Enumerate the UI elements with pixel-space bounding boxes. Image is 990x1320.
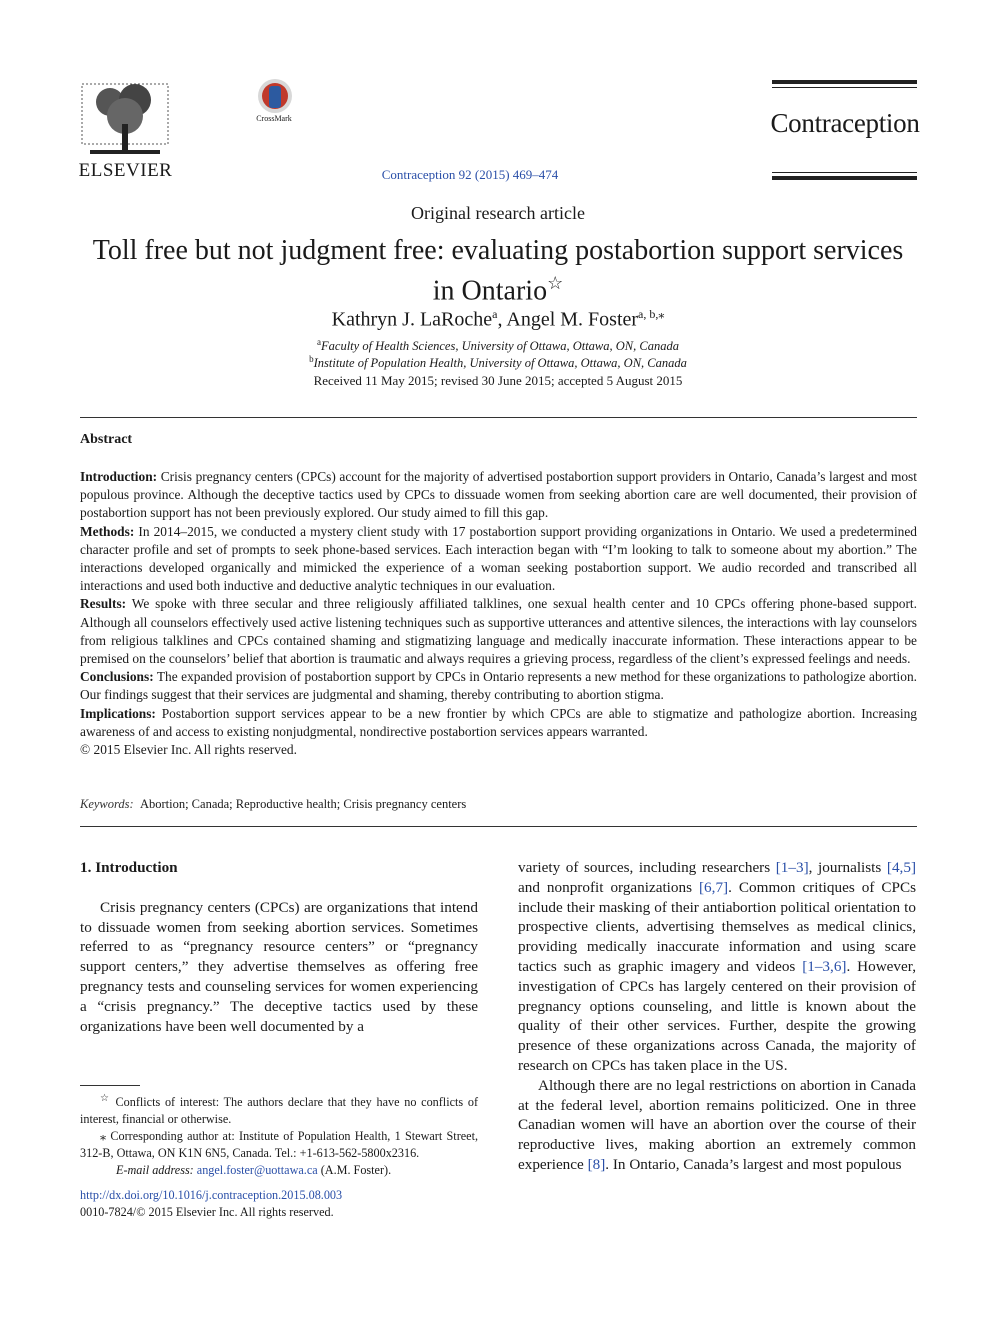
citation-link[interactable]: [4,5] [886, 859, 917, 876]
journal-rule [772, 80, 917, 84]
doi-block [80, 1187, 342, 1221]
article-title [90, 234, 906, 307]
issn-copyright: 0010-7824/© 2015 Elsevier Inc. All rights reserved. [80, 1205, 334, 1219]
abstract-introduction: Introduction: Crisis pregnancy centers (CPCs) account for the majority of advertised postabortion support providers in Ontario, Canada’s largest and most populous province. Although the deceptive tactics used by CPCs to dissuade women from seeking abortion care are well documented, their provision of postabortion support has not been previously explored. Our study aimed to fill this gap. [80, 469, 917, 521]
footnote-corresponding: ⁎ Corresponding author at: Institute of Population Health, 1 Stewart Street, 312-B, Ottawa, ON K1N 6N5, Canada. Tel.: +1-613-562-5800x2316. [80, 1129, 479, 1161]
author-name[interactable]: Kathryn J. LaRoche [331, 308, 493, 331]
corresponding-mark: ⁎ [658, 307, 665, 321]
publisher-wordmark: ELSEVIER [78, 160, 173, 181]
abstract-implications: Implications: Postabortion support services appear to be a new frontier by which CPCs are able to stigmatize and pathologize abortion. Increasing awareness of and access to existing nonjudgmental, nondirective postabortion services appears warranted. [80, 705, 917, 739]
crossmark-label: CrossMark [256, 114, 292, 123]
keywords [80, 797, 917, 812]
divider [80, 417, 917, 418]
affil-text: Faculty of Health Sciences, University of Ottawa, Ottawa, ON, Canada [321, 339, 679, 354]
citation-link[interactable]: [1–3,6] [802, 957, 847, 975]
abstract-methods: Methods: In 2014–2015, we conducted a mystery client study with 17 postabortion support providing organizations in Ontario. We used a predetermined character profile and set of prompts to seek phone-based services. Each interaction began with “I’m looking to talk to someone about my abortion.” The interactions developed organically and mimicked the experience of a woman seeking postabortion support. We audio recorded and transcribed all interactions and used both inductive and deductive analytic techniques in our evaluation. [80, 523, 917, 594]
footnote-rule [80, 1085, 140, 1086]
article-type: Original research article [411, 203, 585, 223]
title-text: Toll free but not judgment free: evaluating postabortion support services in Ontario [92, 235, 904, 307]
abstract-body [80, 468, 917, 759]
divider [80, 826, 917, 827]
affiliation-b [0, 354, 990, 371]
paragraph: variety of sources, including researchers [1–3], journalists [4,5] and nonprofit organizations [6,7]. Common critiques of CPCs include their masking of their antiabortion political orientation to prospective clients, advertising themselves as medical clinics, providing medically inaccurate information and using scare tactics such as graphic imagery and videos [1–3,6]. However, investigation of CPCs has largely centered on their provision of pregnancy options counseling, and little is known about the quality of their other services. Further, despite the growing presence of these organizations across Canada, the majority of research on CPCs has taken place in the US. [518, 859, 917, 1074]
affil-sup: b [309, 354, 314, 364]
affil-sup: a [317, 337, 322, 347]
author-name[interactable]: Angel M. Foster [506, 308, 639, 331]
right-column [518, 858, 916, 1175]
footnote-conflicts: ☆ Conflicts of interest: The authors declare that they have no conflicts of interest, financial or otherwise. [80, 1093, 479, 1127]
email-link[interactable]: angel.foster@uottawa.ca [196, 1163, 318, 1178]
left-column [80, 858, 478, 1036]
citation-link[interactable]: [8] [587, 1155, 606, 1173]
author-list: Kathryn J. LaRoche$^a$, Angel M. Foster$^{a, b,⁎}$ [331, 307, 665, 331]
abstract-conclusions: Conclusions: The expanded provision of postabortion support by CPCs in Ontario represents a new method for these organizations to pathologize abortion. Our findings suggest that their services are judgmental and shaming, thereby contributing to abortion stigma. [80, 669, 917, 703]
journal-name: Contraception [770, 108, 920, 138]
paragraph: Although there are no legal restrictions on abortion in Canada at the federal level, abortion remains politicized. One in three Canadian women will have an abortion over the course of their reproductive lives, making abortion an extremely common experience [8]. In Ontario, Canada’s largest and most populous [518, 1076, 916, 1173]
abstract-results: Results: We spoke with three secular and three religiously affiliated talklines, one sexual health center and 10 CPCs offering phone-based support. Although all counselors effectively used active listening techniques such as supportive utterances and attentive silences, the interactions with lay counselors from religious talklines and CPCs contained shaming and stigmatizing language and medically inaccurate information. These interactions appear to be premised on the counselors’ belief that abortion is traumatic and always requires a grieving process, regardless of the client’s expressed feelings and needs. [80, 596, 917, 667]
abstract-heading: Abstract [80, 432, 133, 447]
citation-link[interactable]: [1–3] [775, 859, 809, 876]
section-heading: 1. Introduction [80, 859, 178, 876]
journal-rule [772, 172, 917, 173]
keywords-label: Keywords: [80, 797, 134, 811]
affil-text: Institute of Population Health, University of Ottawa, Ottawa, ON, Canada [313, 356, 687, 371]
affiliation-a [0, 337, 990, 354]
keywords-list: Abortion; Canada; Reproductive health; Crisis pregnancy centers [139, 797, 467, 811]
abstract-copyright: © 2015 Elsevier Inc. All rights reserved. [80, 742, 297, 758]
citation-link[interactable]: [6,7] [699, 878, 729, 896]
title-footnote-mark[interactable]: ☆ [547, 273, 564, 293]
doi-link[interactable]: http://dx.doi.org/10.1016/j.contraception.2015.08.003 [80, 1188, 343, 1202]
footnotes [80, 1090, 478, 1179]
journal-rule [772, 87, 917, 88]
received-dates: Received 11 May 2015; revised 30 June 2015; accepted 5 August 2015 [313, 373, 683, 388]
paragraph: Crisis pregnancy centers (CPCs) are organizations that intend to dissuade women from seeking abortion services. Sometimes referred to as “pregnancy resource centers” or “pregnancy support centers,” they advertise themselves as offering free pregnancy tests and counseling services for women experiencing a “crisis pregnancy.” The deceptive tactics used by these organizations have been well documented by a [80, 898, 478, 1035]
journal-rule [772, 176, 917, 180]
author-affil-sup: a, b, [638, 307, 659, 321]
footnote-email: E-mail address: angel.foster@uottawa.ca (A.M. Foster). [116, 1163, 392, 1178]
journal-reference-link[interactable]: Contraception 92 (2015) 469–474 [381, 167, 559, 182]
author-affil-sup: a [492, 307, 498, 321]
